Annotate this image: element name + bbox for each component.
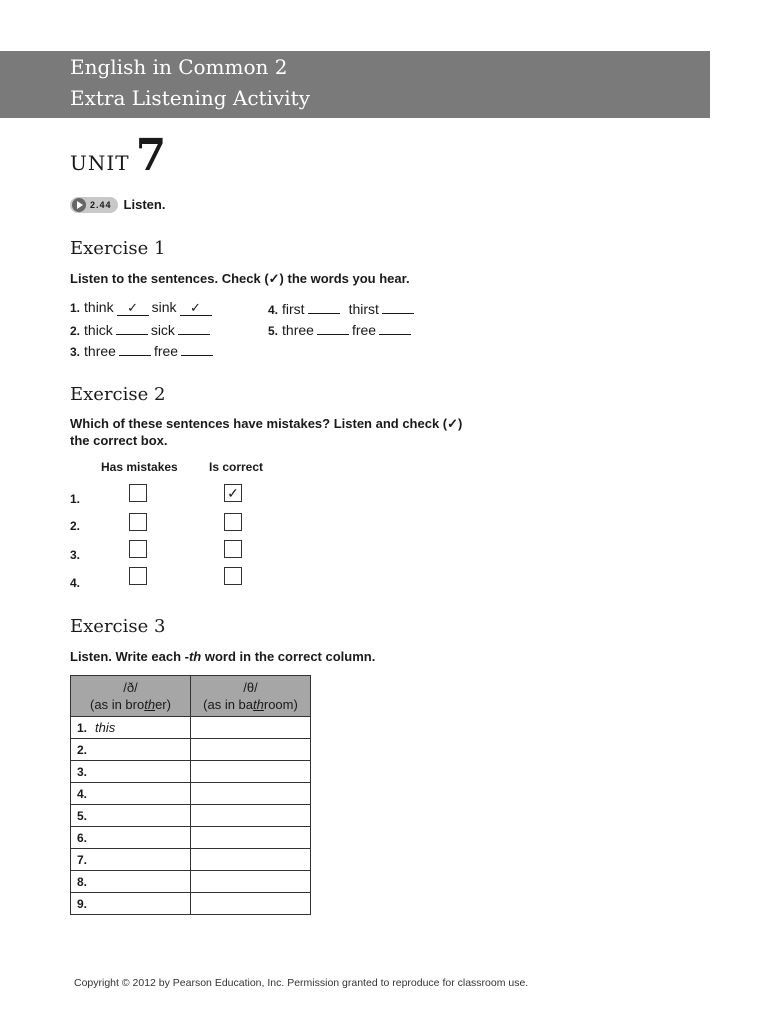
table-row [71,827,311,849]
row-number: 3. [70,548,81,562]
row-cell[interactable]: 5. [71,805,191,827]
answer-cell[interactable] [191,761,311,783]
word: first [282,301,305,317]
example-word: (as in brother) [90,697,171,712]
word: three [84,343,116,359]
ex1-item [268,320,414,338]
correct-checkbox[interactable] [224,540,242,558]
track-code: 2.44 [90,199,112,210]
table-row [71,805,311,827]
ex1-item [268,299,417,317]
answer-blank[interactable] [181,341,213,356]
activity-title: Extra Listening Activity [70,86,310,110]
ex1-item [70,341,216,359]
answer-blank[interactable] [119,341,151,356]
instruction-line: Which of these sentences have mistakes? Listen and check (✓) [70,416,463,431]
answer-blank[interactable] [308,299,340,314]
exercise-3-instruction [70,648,375,665]
table-row [71,893,311,915]
col-is-correct: Is correct [209,460,264,474]
unit-number: 7 [135,130,167,181]
answer-blank[interactable]: ✓ [180,301,212,316]
answer-text: this [95,720,116,735]
table-row [71,849,311,871]
table-row [71,783,311,805]
item-number: 3. [70,345,81,359]
col-voiced-th [71,676,191,717]
row-cell[interactable]: 1. this [71,717,191,739]
mistakes-checkbox[interactable] [129,513,147,531]
answer-cell[interactable] [191,827,311,849]
phoneme-symbol: /ð/ [123,680,138,695]
answer-blank[interactable] [116,320,148,335]
play-icon[interactable] [72,198,86,212]
correct-checkbox[interactable] [224,513,242,531]
item-number: 2. [70,324,81,338]
book-title: English in Common 2 [70,55,288,79]
exercise-2-title: Exercise 2 [70,384,166,405]
listen-instruction: Listen. [123,197,166,213]
answer-blank[interactable] [382,299,414,314]
ex1-item [70,320,213,338]
exercise-3-title: Exercise 3 [70,616,166,637]
row-cell[interactable]: 8. [71,871,191,893]
row-cell[interactable]: 9. [71,893,191,915]
answer-cell[interactable] [191,871,311,893]
answer-cell[interactable] [191,893,311,915]
exercise-1-instruction: Listen to the sentences. Check (✓) the words you hear. [70,271,410,286]
answer-cell[interactable] [191,717,311,739]
row-cell[interactable]: 2. [71,739,191,761]
mistakes-checkbox[interactable] [129,484,147,502]
example-word: (as in bathroom) [203,697,298,712]
row-cell[interactable]: 3. [71,761,191,783]
instruction-text: Listen. Write each - [70,649,189,664]
table-row [71,739,311,761]
word: sink [151,299,177,315]
answer-blank[interactable] [379,320,411,335]
answer-cell[interactable] [191,805,311,827]
row-number: 2. [70,519,81,533]
copyright-footer: Copyright © 2012 by Pearson Education, Inc. Permission granted to reproduce for classroom use. [74,977,529,989]
page-header [0,51,710,118]
mistakes-checkbox[interactable] [129,567,147,585]
row-number: 4. [70,576,81,590]
phoneme-symbol: /θ/ [243,680,258,695]
instruction-line: the correct box. [70,433,168,448]
word: think [84,299,114,315]
row-cell[interactable]: 7. [71,849,191,871]
word: thick [84,322,113,338]
table-row [71,761,311,783]
answer-cell[interactable] [191,783,311,805]
word: three [282,322,314,338]
table-row [71,717,311,739]
table-row [71,871,311,893]
correct-checkbox[interactable]: ✓ [224,484,242,502]
th-word-table [70,675,311,915]
word: sick [150,322,175,338]
instruction-text: word in the correct column. [201,649,376,664]
answer-blank[interactable] [317,320,349,335]
ex1-item [70,299,215,316]
answer-blank[interactable]: ✓ [117,301,149,316]
item-number: 1. [70,301,81,315]
row-cell[interactable]: 6. [71,827,191,849]
unit-heading [70,130,166,181]
item-number: 5. [268,324,279,338]
exercise-2-instruction [70,415,462,449]
mistakes-checkbox[interactable] [129,540,147,558]
unit-label: UNIT [70,151,130,175]
instruction-emphasis: th [188,649,202,664]
audio-track [70,196,165,214]
correct-checkbox[interactable] [224,567,242,585]
word: free [351,322,377,338]
answer-cell[interactable] [191,849,311,871]
exercise-1-title: Exercise 1 [70,238,166,259]
row-number: 1. [70,492,81,506]
table-header-row [71,676,311,717]
answer-blank[interactable] [178,320,210,335]
word: free [153,343,179,359]
item-number: 4. [268,303,279,317]
answer-cell[interactable] [191,739,311,761]
track-badge[interactable] [70,197,118,213]
row-cell[interactable]: 4. [71,783,191,805]
col-has-mistakes: Has mistakes [101,460,178,474]
word: thirst [348,301,379,317]
col-voiceless-th [191,676,311,717]
